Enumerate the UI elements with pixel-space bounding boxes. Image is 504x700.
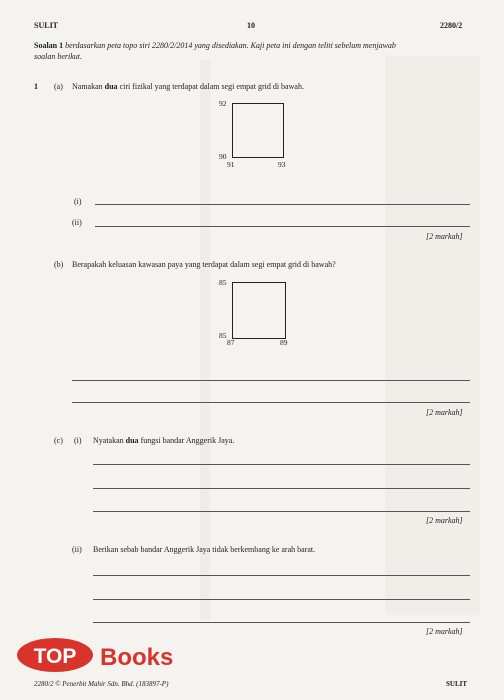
part-b-label: (b): [54, 260, 64, 269]
part-a-text-pre: Namakan: [72, 82, 105, 91]
answer-line-c-i-3[interactable]: [93, 511, 470, 512]
answer-a-i-label: (i): [74, 197, 82, 206]
part-c-i-label: (i): [74, 436, 82, 445]
intro-lead: Soalan 1: [34, 41, 64, 50]
grid-a-right-label: 93: [278, 160, 286, 169]
marks-c-ii: [2 markah]: [426, 627, 463, 636]
marks-a: [2 markah]: [426, 232, 463, 241]
footer-right: SULIT: [446, 680, 468, 688]
answer-line-a-i[interactable]: [95, 204, 470, 205]
grid-b-bottom-label: 85: [219, 331, 227, 340]
answer-a-ii-label: (ii): [72, 218, 82, 227]
question-number: 1: [34, 82, 38, 91]
answer-line-c-ii-3[interactable]: [93, 622, 470, 623]
logo-top-text: TOP: [33, 645, 77, 668]
part-c-ii-question: Berikan sebab bandar Anggerik Jaya tidak berkembang ke arah barat.: [93, 545, 316, 554]
part-c-i-text-bold: dua: [125, 436, 139, 445]
grid-b-left-label: 87: [227, 338, 235, 347]
logo-books-text: Books: [100, 644, 174, 671]
topbooks-logo: [13, 633, 193, 677]
answer-line-c-i-1[interactable]: [93, 464, 470, 465]
marks-b: [2 markah]: [426, 408, 463, 417]
part-b-question: Berapakah keluasan kawasan paya yang terdapat dalam segi empat grid di bawah?: [72, 260, 336, 269]
grid-b-right-label: 89: [280, 338, 288, 347]
part-c-i-text-post: fungsi bandar Anggerik Jaya.: [138, 436, 235, 445]
grid-square-a: [232, 103, 284, 158]
bleed-through-right: [385, 55, 480, 615]
page-number: 10: [247, 21, 255, 30]
header-left: SULIT: [34, 21, 59, 30]
answer-line-c-ii-1[interactable]: [93, 575, 470, 576]
intro-rest: berdasarkan peta topo siri 2280/2/2014 yang disediakan. Kaji peta ini dengan teliti sebelum menjawab: [63, 41, 396, 50]
answer-line-b-2[interactable]: [72, 402, 470, 403]
part-c-i-text-pre: Nyatakan: [93, 436, 126, 445]
part-a-text-post: ciri fizikal yang terdapat dalam segi empat grid di bawah.: [117, 82, 304, 91]
grid-a-left-label: 91: [227, 160, 235, 169]
answer-line-c-ii-2[interactable]: [93, 599, 470, 600]
part-a-label: (a): [54, 82, 63, 91]
bleed-through-left: [200, 60, 210, 620]
grid-b-top-label: 85: [219, 278, 227, 287]
part-a-question: [72, 81, 304, 92]
grid-a-bottom-label: 90: [219, 152, 227, 161]
footer-left: 2280/2 © Penerbit Mahir Sdn. Bhd. (183897-P): [34, 680, 169, 688]
part-c-i-question: [93, 435, 234, 446]
answer-line-c-i-2[interactable]: [93, 488, 470, 489]
marks-c-i: [2 markah]: [426, 516, 463, 525]
intro-line2: soalan berikut.: [34, 52, 82, 61]
answer-line-b-1[interactable]: [72, 380, 470, 381]
part-c-label: (c): [54, 436, 63, 445]
part-a-text-bold: dua: [104, 82, 118, 91]
answer-line-a-ii[interactable]: [95, 226, 470, 227]
part-c-ii-label: (ii): [72, 545, 82, 554]
grid-square-b: [232, 282, 286, 339]
intro-text: [34, 40, 474, 51]
grid-a-top-label: 92: [219, 99, 227, 108]
header-right: 2280/2: [440, 21, 463, 30]
topbooks-logo-graphic: [13, 633, 193, 677]
